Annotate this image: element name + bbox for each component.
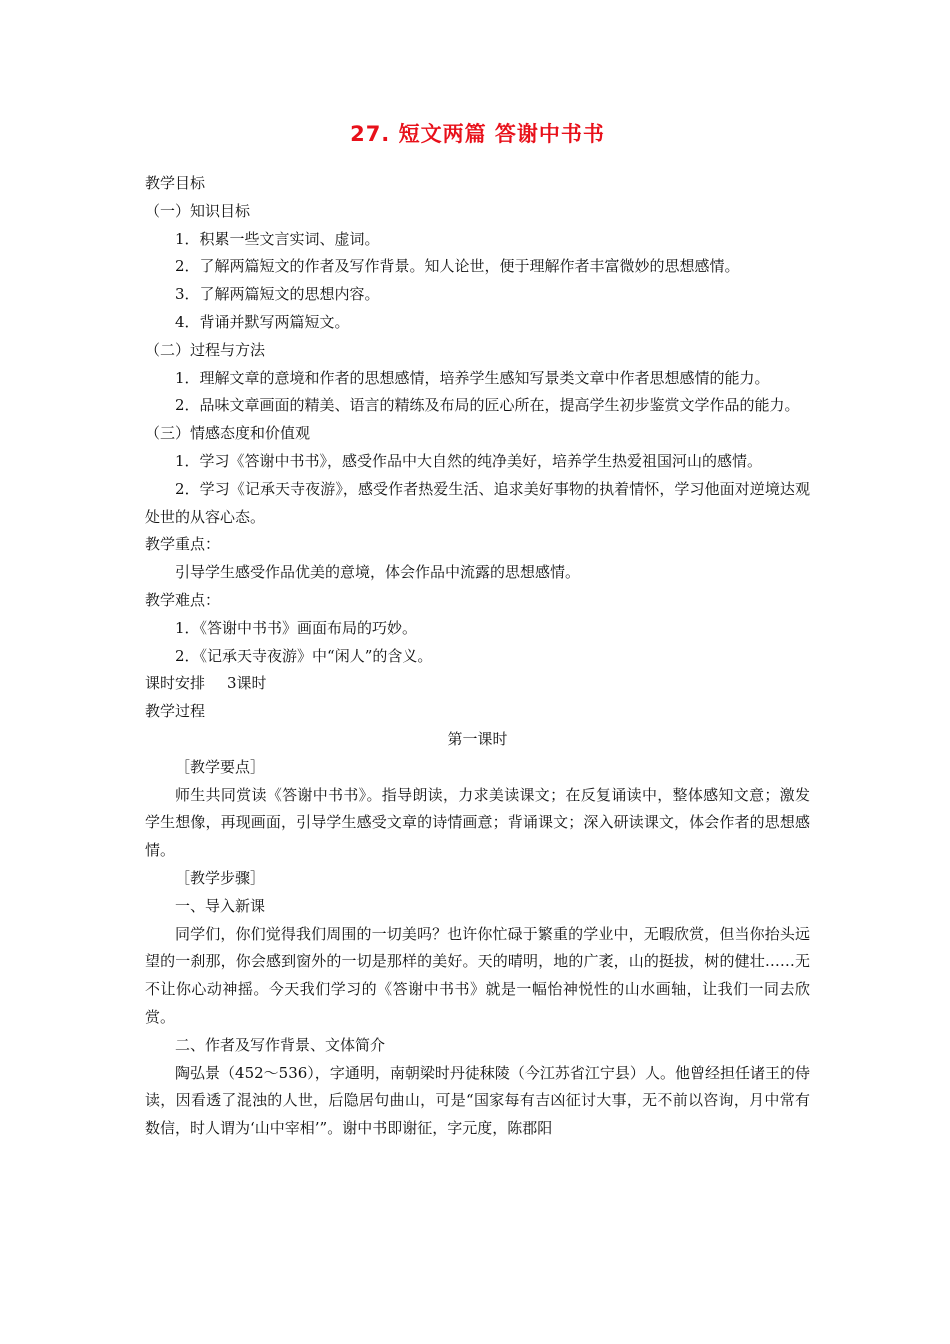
step-text: 陶弘景（452～536），字通明，南朝梁时丹徒秣陵（今江苏省江宁县）人。他曾经担任诸王的侍读，因看透了混浊的人世，后隐居句曲山，可是“国家每有吉凶征讨大事，无不前以咨询，月中常有数信，时人谓为‘山中宰相’”。谢中书即谢征，字元度，陈郡阳 <box>145 1063 810 1138</box>
list-item: 1．理解文章的意境和作者的思想感情，培养学生感知写景类文章中作者思想感情的能力。 <box>175 368 770 387</box>
teaching-points-text: 师生共同赏读《答谢中书书》。指导朗读，力求美读课文；在反复诵读中，整体感知文意；激发学生想像，再现画面，引导学生感受文章的诗情画意；背诵课文；深入研读课文，体会作者的思想感情。 <box>145 785 810 860</box>
list-item: 2．品味文章画面的精美、语言的精练及布局的匠心所在，提高学生初步鉴赏文学作品的能力。 <box>175 396 800 415</box>
subheading-teaching-steps: ［教学步骤］ <box>175 868 266 887</box>
schedule-value: 3课时 <box>227 674 267 693</box>
document-page <box>145 118 810 1143</box>
list-item: 1．《答谢中书书》画面布局的巧妙。 <box>175 618 418 637</box>
subheading-process: （二）过程与方法 <box>145 340 266 359</box>
key-points-text: 引导学生感受作品优美的意境，体会作品中流露的思想感情。 <box>175 563 581 582</box>
page-title: 27. 短文两篇 答谢中书书 <box>350 122 605 146</box>
list-item: 3．了解两篇短文的思想内容。 <box>175 285 380 304</box>
section-heading-difficulties: 教学难点： <box>145 590 221 609</box>
list-item: 2．了解两篇短文的作者及写作背景。知人论世，便于理解作者丰富微妙的思想感情。 <box>175 257 740 276</box>
subheading-knowledge: （一）知识目标 <box>145 201 251 220</box>
step-heading: 一、导入新课 <box>175 896 266 915</box>
section-heading-goals: 教学目标 <box>145 174 206 192</box>
section-heading-key-points: 教学重点： <box>145 535 221 554</box>
list-item: 1．学习《答谢中书书》，感受作品中大自然的纯净美好，培养学生热爱祖国河山的感情。 <box>175 451 763 470</box>
list-item: 2．学习《记承天寺夜游》，感受作者热爱生活、追求美好事物的执着情怀，学习他面对逆境达观处世的从容心态。 <box>145 479 810 526</box>
list-item: 1．积累一些文言实词、虚词。 <box>175 229 380 248</box>
section-heading-process: 教学过程 <box>145 702 206 721</box>
list-item: 4．背诵并默写两篇短文。 <box>175 312 350 331</box>
subheading-teaching-points: ［教学要点］ <box>175 757 266 776</box>
subheading-emotion: （三）情感态度和价值观 <box>145 424 311 443</box>
schedule-line <box>145 670 810 698</box>
step-heading: 二、作者及写作背景、文体简介 <box>175 1035 386 1054</box>
schedule-label: 课时安排 <box>145 674 206 693</box>
step-text: 同学们，你们觉得我们周围的一切美吗？也许你忙碌于繁重的学业中，无暇欣赏，但当你抬头远望的一刹那，你会感到窗外的一切是那样的美好。天的晴明，地的广袤，山的挺拔，树的健壮……无不让你心动神摇。今天我们学习的《答谢中书书》就是一幅怡神悦性的山水画轴，让我们一同去欣赏。 <box>145 924 810 1026</box>
lesson-heading: 第一课时 <box>447 729 508 748</box>
list-item: 2．《记承天寺夜游》中“闲人”的含义。 <box>175 646 433 665</box>
